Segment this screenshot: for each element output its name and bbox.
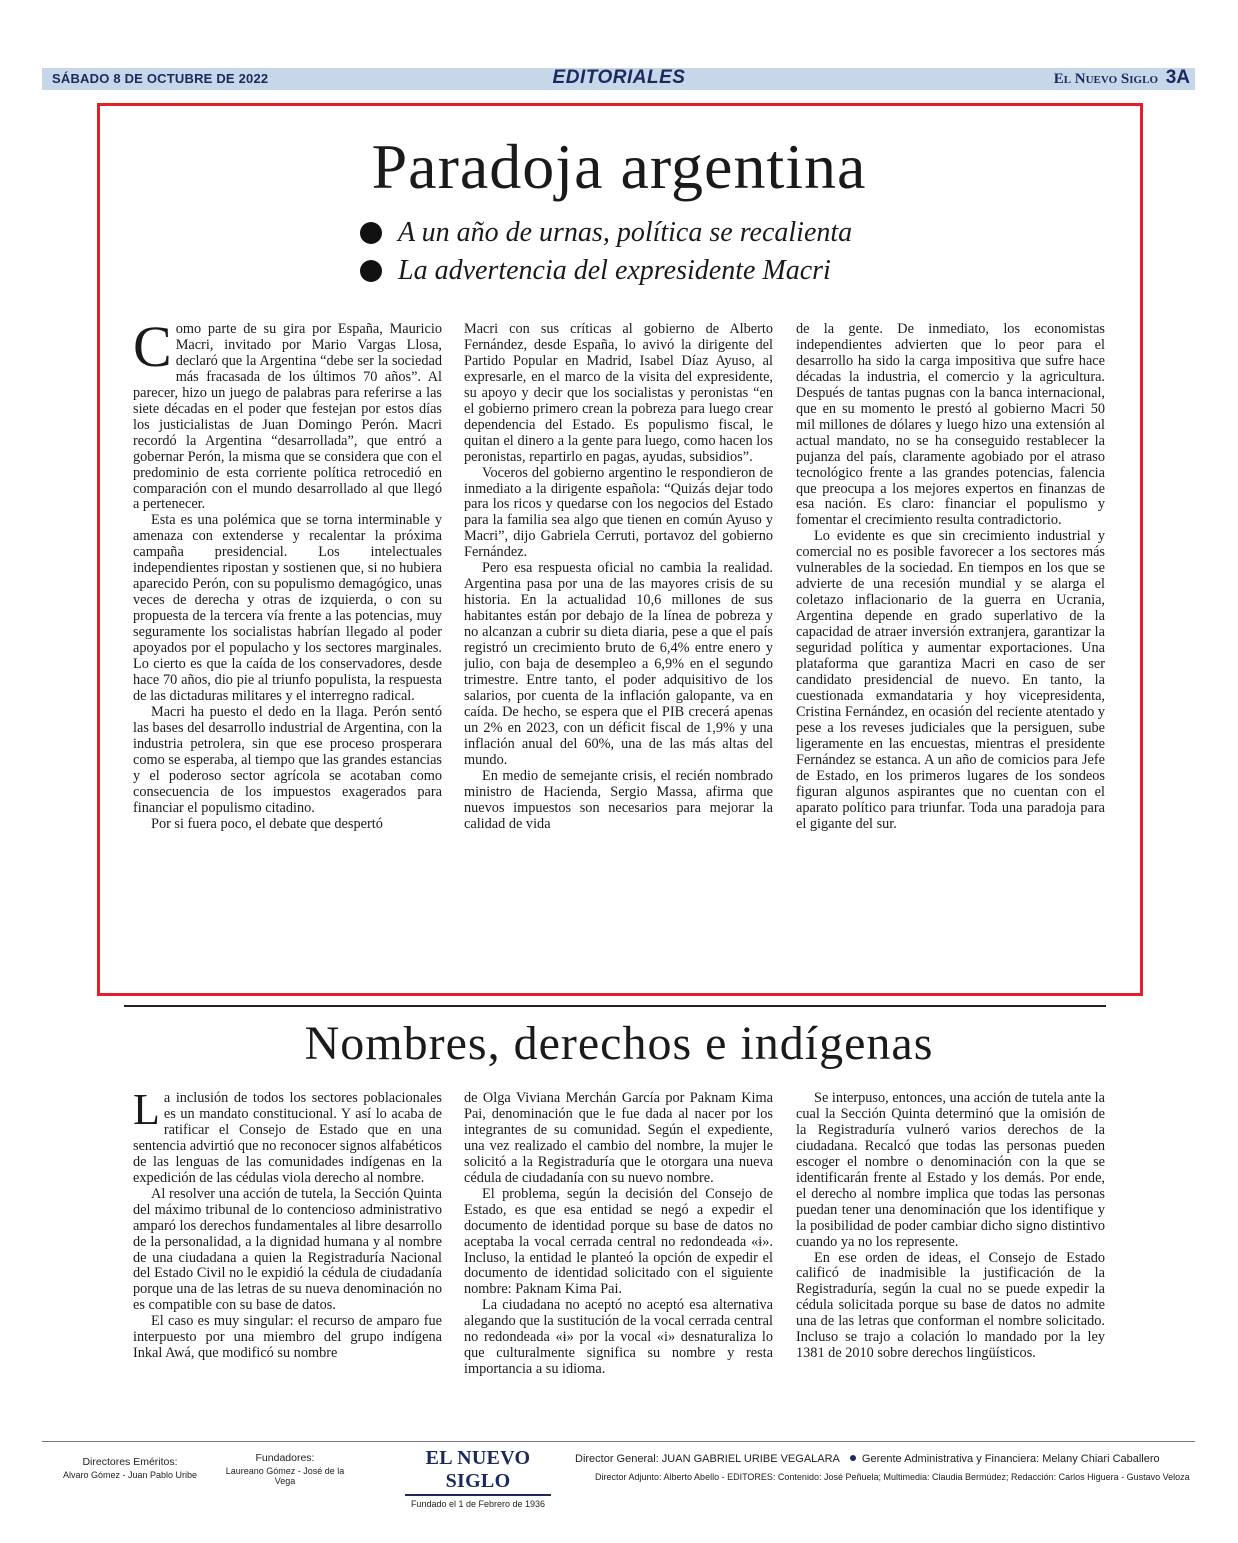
paragraph: Voceros del gobierno argentino le respondieron de inmediato a la dirigente española: “Quizás dejar todo para los ricos y quedarse con los negocios del Estado para la familia sea algo que tienen en común Ayuso y Macri”, dijo Gabriela Cerruti, portavoz del gobierno Fernández. [464,464,773,561]
founders-names: Laureano Gómez - José de la Vega [225,1466,345,1486]
paragraph: Macri con sus críticas al gobierno de Alberto Fernández, desde España, lo avivó la dirigente del Partido Popular en Madrid, Isabel Díaz Ayuso, al expresarle, en el marco de la visita del expresidente, su apoyo y decir que los socialistas y peronistas “en el gobierno primero crean la pobreza para luego crear dependencia del Estado. Es populismo fiscal, le quitan el dinero a la gente para luego, como hacen los peronistas, repartirlo en pagas, ayudas, subsidios”. [464,322,773,465]
article-title: Nombres, derechos e indígenas [304,1017,934,1070]
gerente: Gerente Administrativa y Financiera: Melany Chiari Caballero [861,1453,1160,1465]
article-column [796,322,1105,978]
deck-text: A un año de urnas, política se recalienta [398,217,853,248]
paragraph: Macri ha puesto el dedo en la llaga. Perón sentó las bases del desarrollo industrial de Argentina, con la industria petrolera, sin que ese proceso prosperara como se esperaba, al tiempo que las grandes estancias y el poderoso sector agrícola se acotaban como consecuencia de los impuestos exagerados para financiar el populismo citadino. [133,703,442,816]
paragraph-text: omo parte de su gira por España, Mauricio Macri, invitado por Mario Vargas Llosa, declaró que la Argentina “debe ser la sociedad más fracasada de los últimos 70 años”. Al parecer, hizo un juego de palabras para referirse a las siete décadas en el poder que festejan por estos días los justicialistas de Juan Domingo Perón. Macri recordó la Argentina “desarrollada”, que entró a gobernar Perón, la misma que se considera que con el predominio de esta corriente política retrocedió en comparación con el mundo desarrollado al que llegó a pertenecer. [133,322,442,513]
paragraph: de Olga Viviana Merchán García por Paknam Kima Pai, denominación que le fue dada al nacer por los integrantes de su comunidad. Según el expediente, una vez realizado el cambio del nombre, la mujer le solicitó a la Registraduría que le otorgara una nueva cédula de ciudadanía con su nuevo nombre. [464,1091,773,1186]
drop-cap: C [133,322,172,379]
issue-date: SÁBADO 8 DE OCTUBRE DE 2022 [52,71,269,86]
staff-block [575,1453,1195,1482]
paragraph [133,322,442,513]
directors-names: Alvaro Gómez - Juan Pablo Uribe [62,1470,198,1480]
paragraph: En ese orden de ideas, el Consejo de Estado calificó de inadmisible la justificación de la Registraduría, según la cual no se puede expedir la cédula solicitada porque su base de datos no admite una de las letras que conforman el nombre solicitado. Incluso se trajo a colación lo mandado por la ley 1381 de 2010 sobre derechos lingüísticos. [796,1249,1105,1362]
article-title: Paradoja argentina [371,131,867,202]
paragraph-text: a inclusión de todos los sectores poblacionales es un mandato constitucional. Y así lo acaba de ratificar el Consejo de Estado que en una sentencia advirtió que no reconocer signos alfabéticos de las lenguas de las comunidades indígenas en la expedición de las cédulas viola derecho al nombre. [133,1091,442,1186]
deck-item [360,252,1060,290]
founders-block [220,1452,350,1486]
paragraph: En medio de semejante crisis, el recién nombrado ministro de Hacienda, Sergio Massa, afirma que nuevos impuestos son necesarios para mejorar la calidad de vida [464,767,773,832]
page-number: 3A [1165,67,1190,88]
staff-credits: Director Adjunto: Alberto Abello - EDITORES: Contenido: José Peñuela; Multimedia: Claudia Bermúdez; Redacción: Carlos Higuera - Gustavo Veloza [595,1472,1190,1482]
founders-label: Fundadores: [255,1452,315,1464]
bullet-icon [360,222,382,244]
article-column [796,1091,1105,1421]
paragraph [133,1091,442,1187]
article-column [133,322,442,978]
director-general: Director General: JUAN GABRIEL URIBE VEGALARA [575,1453,840,1465]
article-column [133,1091,442,1421]
paragraph: Esta es una polémica que se torna interminable y amenaza con extenderse y recalentar la próxima campaña presidencial. Los intelectuales independientes ripostan y sostienen que, si no hubiera aparecido Perón, con su populismo demagógico, unas veces de derecha y otras de izquierda, o con su propuesta de la tercera vía frente a las potencias, muy seguramente los socialistas habrían llegado al poder apoyados por el populacho y los sectores marginales. Lo cierto es que la caída de los conservadores, desde hace 70 años, dio pie al triunfo populista, la respuesta de las dictaduras militares y el interregno radical. [133,512,442,704]
paragraph: Lo evidente es que sin crecimiento industrial y comercial no es posible favorecer a los sectores más vulnerables de la sociedad. En tiempos en los que se advierte de una recesión mundial y se alarga el coletazo inflacionario de la guerra en Ucrania, Argentina depende en grado superlativo de la capacidad de atraer inversión extranjera, garantizar la seguridad política y aumentar exportaciones. Una plataforma que garantiza Macri en caso de ser candidato presidencial de nuevo. En tanto, la cuestionada exmandataria y hoy vicepresidenta, Cristina Fernández, en ocasión del reciente atentado y pese a los reveses judiciales que la persiguen, sube ligeramente en las encuestas, mientras el presidente Fernández se estanca. A un año de comicios para Jefe de Estado, en los primeros lugares de los sondeos figuran algunos aspirantes que no cuentan con el aparato político para triunfar. Toda una paradoja para el gigante del sur. [796,528,1105,832]
staff-row [575,1453,1195,1465]
masthead-logo-block [405,1447,551,1509]
bullet-icon [360,260,382,282]
article-column [464,1091,773,1421]
founded-date: Fundado el 1 de Febrero de 1936 [410,1499,546,1509]
masthead-logo: EL NUEVO SIGLO [405,1447,551,1496]
directors-label: Directores Eméritos: [82,1456,178,1468]
paragraph: Se interpuso, entonces, una acción de tutela ante la cual la Sección Quinta determinó que la omisión de la Registraduría vulneró varios derechos de la ciudadana. Recalcó que todas las personas pueden escoger el nombre o denominación con la que se identificarán frente al Estado y los demás. Por ende, el derecho al nombre implica que todas las personas puedan tener una denominación que los identifique y la posibilidad de poder cambiar dicho signo distintivo cuando ya no los represente. [796,1091,1105,1250]
drop-cap: L [133,1091,160,1134]
article-column [464,322,773,978]
section-name: EDITORIALES [552,67,686,88]
deck-text: La advertencia del expresidente Macri [398,255,831,286]
paper-name: El Nuevo Siglo [1053,71,1158,87]
bullet-icon [850,1455,856,1461]
paragraph: El problema, según la decisión del Consejo de Estado, es que esa entidad se negó a expedir el documento de identidad porque su base de datos no aceptaba la vocal cerrada central no redondeada «ɨ». Incluso, la entidad le planteó la opción de expedir el documento de identidad solicitado con el siguiente nombre: Paknam Kima Pai. [464,1185,773,1298]
footer-divider [42,1441,1195,1442]
article-decks [360,214,1060,290]
paragraph: El caso es muy singular: el recurso de amparo fue interpuesto por una miembro del grupo indígena Inkal Awá, que modificó su nombre [133,1313,442,1362]
paragraph: Pero esa respuesta oficial no cambia la realidad. Argentina pasa por una de las mayores crisis de su historia. En la actualidad 10,6 millones de sus habitantes están por debajo de la línea de pobreza y no alcanzan a cubrir su dieta diaria, pese a que el país registró un crecimiento bruto de 6,4% entre enero y julio, con baja de desempleo a 6,9% en el segundo trimestre. Entre tanto, el poder adquisitivo de los salarios, por cuenta de la inflación galopante, va en caída. De hecho, se espera que el PIB crecerá apenas un 2% en 2023, con un déficit fiscal de 1,9% y una inflación anual del 60%, una de las más altas del mundo. [464,560,773,768]
paragraph: Por si fuera poco, el debate que despertó [151,815,383,832]
directors-block [50,1456,210,1480]
deck-item [360,214,1060,252]
section-divider [124,1005,1106,1007]
paragraph: de la gente. De inmediato, los economistas independientes advierten que lo peor para el desarrollo ha sido la carga impositiva que sufre hace décadas la industria, el comercio y la agricultura. Después de tantas pugnas con la banca internacional, que en su momento le prestó al gobierno Macri 50 mil millones de dólares y luego hizo una extensión al actual mandato, no se ha conseguido restablecer la pujanza del país, claramente agobiado por el atraso tecnológico frente a las grandes potencias, falencia que preocupa a los mejores expertos en finanzas de esa nación. Es claro: financiar el populismo y fomentar el crecimiento resulta contradictorio. [796,322,1105,529]
paragraph: Al resolver una acción de tutela, la Sección Quinta del máximo tribunal de lo contencioso administrativo amparó los derechos fundamentales al libre desarrollo de la personalidad, a la dignidad humana y al nombre de una ciudadana a quien la Registraduría Nacional del Estado Civil no le expidió la cédula de ciudadanía porque una de las letras de su nueva denominación no es compatible con su base de datos. [133,1185,442,1314]
paragraph: La ciudadana no aceptó no aceptó esa alternativa alegando que la sustitución de la vocal cerrada central no redondeada «ɨ» por la vocal «i» desnaturaliza lo que culturalmente significa su nombre y resta importancia a su idioma. [464,1297,773,1378]
